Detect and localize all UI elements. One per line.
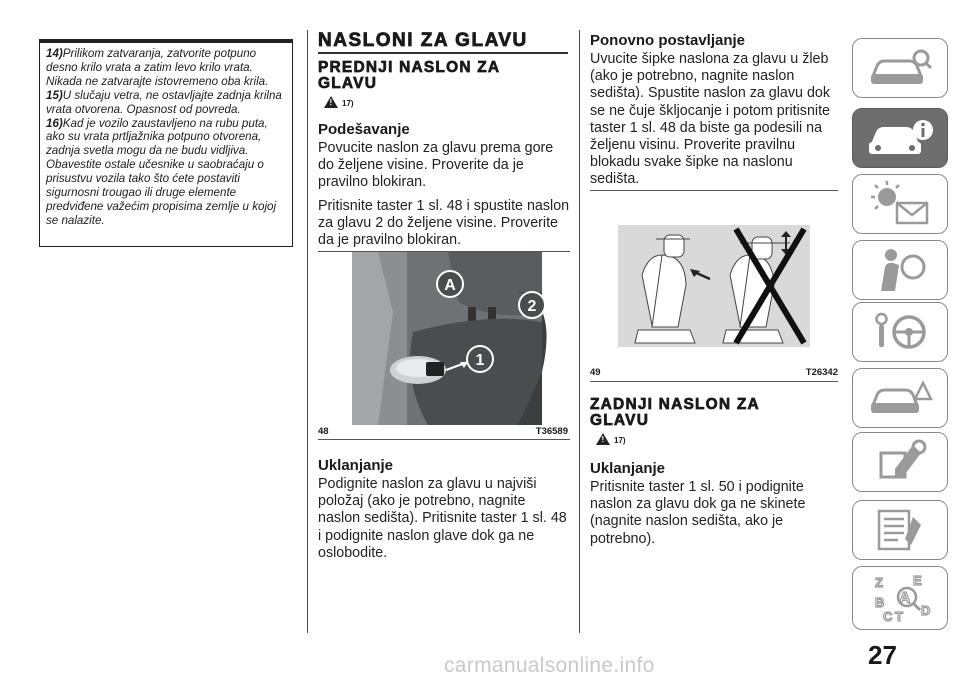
warning-number: 15) (46, 88, 63, 102)
tab-technical-data[interactable] (852, 500, 948, 560)
warning-box (39, 39, 293, 247)
wrench-icon (865, 437, 935, 487)
adjust-text (318, 140, 570, 255)
warning-number: 14) (46, 47, 63, 60)
figure-number: 49 (590, 367, 601, 378)
figure-rule (590, 381, 838, 382)
data-list-icon (865, 505, 935, 555)
warning-triangle-icon: ! (324, 96, 338, 108)
warning-text: Prilikom zatvaranja, zatvorite potpuno desno krilo vrata a zatim levo krilo vrata. Nikada ne zatvarajte istovremeno oba krila. (46, 47, 269, 88)
tab-maintenance[interactable] (852, 432, 948, 492)
tab-getting-to-know[interactable] (852, 38, 948, 98)
column-divider (579, 30, 580, 633)
figure-49-caption (590, 367, 838, 378)
warning-text: Kad je vozilo zaustavljeno na rubu puta, ako su vrata prtljažnika potpuno otvorena, zadnja svetla mogu da ne budu vidljiva. Obavestite ostale učesnike u saobraćaju o prisustvu vozila tako što ćete postaviti sigurnosni trougao ili druge elemente predviđene važećim propisima zemlje u kojoj se nalazite. (46, 116, 277, 227)
tab-vehicle-info[interactable] (852, 108, 948, 168)
tab-emergency[interactable] (852, 368, 948, 428)
warning-text: U slučaju vetra, ne ostavljajte zadnja krilna vrata otvorena. Opasnost od povreda. (46, 88, 282, 116)
warning-triangle-icon: ! (596, 433, 610, 445)
reinstall-text (590, 51, 838, 195)
reinstall-paragraph: Uvucite šipke naslona za glavu u žleb (ako je potrebno, nagnite naslon sedišta). Spustite naslon za glavu dok se ne čuje škljocanje i potom pritisnite taster 1 sl. 48 da biste ga podesili na željenu visinu. Proverite pravilnu blokadu svake šipke na naslonu sedišta. (590, 51, 831, 188)
rear-remove-title: Uklanjanje (590, 460, 666, 477)
remove-paragraph: Podignite naslon za glavu u najviši položaj (ako je potrebno, nagnite naslon sedišta). Pritisnite taster 1 sl. 48 i podignite naslon glave dok ga ne oslobodite. (318, 476, 567, 561)
tab-index[interactable] (852, 566, 948, 630)
svg-text:Z: Z (875, 575, 883, 590)
warning-14 (46, 47, 287, 89)
warning-reference (324, 96, 354, 108)
figure-code: T36589 (535, 426, 568, 437)
svg-text:B: B (875, 595, 885, 610)
airbag-icon (865, 245, 935, 295)
front-headrest-title: PREDNJI NASLON ZA GLAVU (318, 59, 500, 92)
remove-text (318, 476, 570, 568)
figure-rule (318, 439, 570, 440)
warning-light-icon (865, 179, 935, 229)
callout-1-label: 1 (475, 352, 485, 369)
warning-reference (596, 433, 626, 445)
callout-a-label: A (444, 277, 456, 294)
tab-warning-lights[interactable] (852, 174, 948, 234)
alphabet-index-icon (865, 571, 935, 625)
car-search-icon (865, 46, 935, 90)
rear-headrest-title: ZADNJI NASLON ZA GLAVU (590, 396, 760, 429)
svg-text:T: T (895, 609, 903, 624)
reinstall-title: Ponovno postavljanje (590, 32, 746, 49)
warning-ref-number: 17) (342, 99, 354, 108)
figure-49-image (590, 215, 838, 355)
warning-16 (46, 117, 287, 228)
svg-text:A: A (899, 590, 911, 607)
figure-48-image (318, 252, 570, 425)
remove-title: Uklanjanje (318, 457, 394, 474)
warning-ref-number: 17) (614, 436, 626, 445)
title-rule (318, 52, 568, 54)
warning-number: 16) (46, 116, 63, 130)
svg-text:E: E (913, 573, 922, 588)
svg-text:D: D (921, 603, 931, 618)
figure-48-caption (318, 426, 568, 437)
car-emergency-icon (865, 373, 935, 423)
figure-rule (590, 190, 838, 191)
figure-code: T26342 (805, 367, 838, 378)
steering-wheel-icon (865, 307, 935, 357)
callout-2-label: 2 (527, 298, 537, 315)
car-info-icon (865, 116, 935, 160)
column-divider (307, 30, 308, 633)
page-title: NASLONI ZA GLAVU (318, 30, 528, 51)
tab-safety[interactable] (852, 240, 948, 300)
svg-text:C: C (883, 609, 893, 624)
adjust-paragraph: Pritisnite taster 1 sl. 48 i spustite naslon za glavu 2 do željene visine. Proverite da je pravilno blokiran. (318, 197, 570, 249)
watermark: carmanualsonline.info (444, 654, 655, 677)
rear-remove-paragraph: Pritisnite taster 1 sl. 50 i podignite naslon za glavu dok ga ne skinete (nagnite naslon sedišta, ako je potrebno). (590, 479, 806, 547)
adjust-title: Podešavanje (318, 121, 410, 138)
rear-remove-text (590, 479, 838, 554)
tab-starting-driving[interactable] (852, 302, 948, 362)
figure-number: 48 (318, 426, 329, 437)
adjust-paragraph: Povucite naslon za glavu prema gore do željene visine. Proverite da je pravilno blokiran. (318, 140, 554, 191)
page-number: 27 (868, 640, 897, 670)
warning-15 (46, 89, 287, 117)
